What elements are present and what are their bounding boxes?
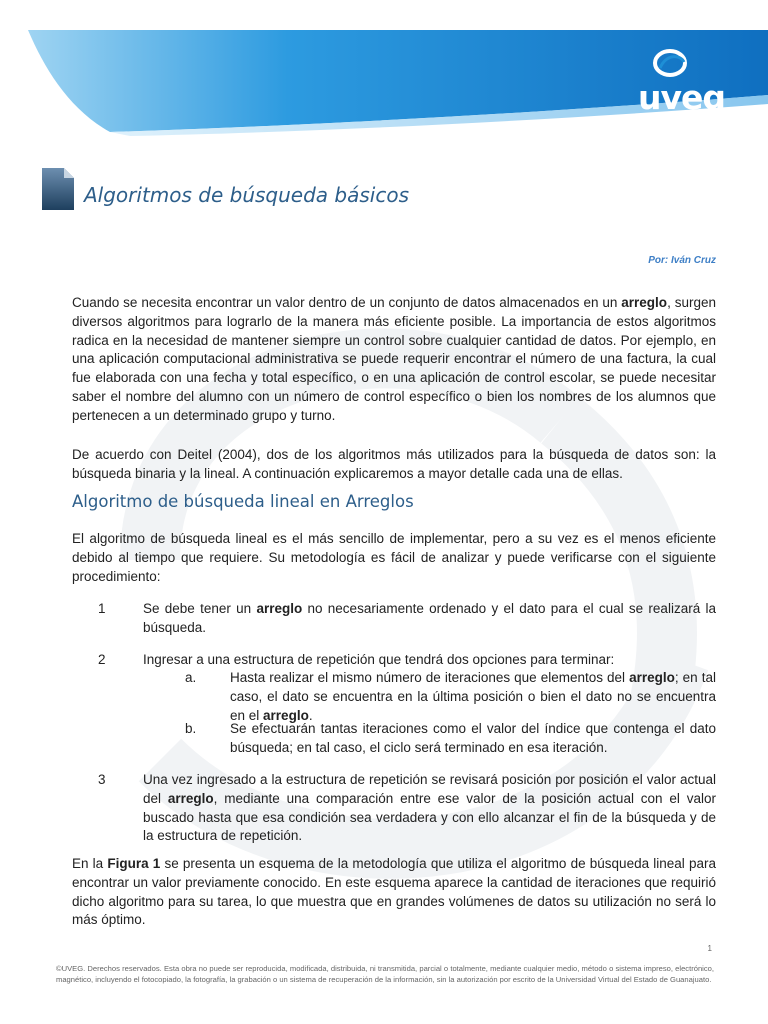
page-number: 1 [707,944,712,953]
closing-paragraph: En la Figura 1 se presenta un esquema de la metodología que utiliza el algoritmo de búsqueda lineal para encontrar un valor previamente conocido. En este esquema aparece la cantidad de iteraciones que requirió dicho algoritmo para su tarea, lo que muestra que en grandes volúmenes de datos su utilización no será lo más óptimo. [72,856,716,928]
logo-swirl-icon [650,46,690,80]
step-number: 1 [98,601,106,616]
substep-letter: a. [185,670,197,685]
step-number: 2 [98,652,106,667]
document-icon [42,168,74,210]
step-1-text: Se debe tener un arreglo no necesariamente ordenado y el dato para el cual se realizará la búsqueda. [143,601,716,635]
logo-subtitle: Universidad Virtual del Estado de Guanajuato [670,116,730,126]
step-2-text: Ingresar a una estructura de repetición que tendrá dos opciones para terminar: [143,652,615,667]
logo-wordmark: uveg [638,78,726,117]
step-number: 3 [98,772,106,787]
substep-a-text: Hasta realizar el mismo número de iteraciones que elementos del arreglo; en tal caso, el dato se encuentra en la última posición o bien el dato no se encuentra en el arreglo. [230,670,716,723]
section-intro-paragraph: El algoritmo de búsqueda lineal es el más sencillo de implementar, pero a su vez es el menos eficiente debido al tiempo que requiere. Su metodología es fácil de analizar y puede verificarse con el siguiente procedimiento: [72,531,716,584]
intro-paragraph-1: Cuando se necesita encontrar un valor dentro de un conjunto de datos almacenados en un arreglo, surgen diversos algoritmos para lograrlo de la manera más eficiente posible. La importancia de estos algoritmos radica en la necesidad de mantener siempre un control sobre cualquier cantidad de datos. Por ejemplo, en una aplicación computacional administrativa se puede requerir encontrar el número de una factura, la cual fue elaborada con una fecha y total específico, o en una aplicación de control escolar, se puede necesitar saber el nombre del alumno con un número de control específico o bien los nombres de los alumnos que pertenecen a un determinado grupo y turno. [72,295,716,423]
uveg-logo [628,46,728,128]
intro-paragraph-2: De acuerdo con Deitel (2004), dos de los algoritmos más utilizados para la búsqueda de datos son: la búsqueda binaria y la lineal. A continuación explicaremos a mayor detalle cada una de ellas. [72,447,716,481]
copyright-footer: ©UVEG. Derechos reservados. Esta obra no puede ser reproducida, modificada, distribuida, ni transmitida, parcial o totalmente, mediante cualquier medio, método o sistema impreso, electrónico, magnético, incluyendo el fotocopiado, la fotografía, la grabación o un sistema de recuperación de la información, sin la autorización por escrito de la Universidad Virtual del Estado de Guanajuato. [56,964,714,984]
page-title: Algoritmos de búsqueda básicos [84,183,409,207]
author-line: Por: Iván Cruz [648,255,716,266]
step-3-text: Una vez ingresado a la estructura de repetición se revisará posición por posición el valor actual del arreglo, mediante una comparación entre ese valor de la posición actual con el valor buscado hasta que esa condición sea verdadera y con ello alcanzar el fin de la búsqueda y de la estructura de repetición. [143,772,716,844]
substep-b-text: Se efectuarán tantas iteraciones como el valor del índice que contenga el dato búsqueda; en tal caso, el ciclo será terminado en esa iteración. [230,721,716,755]
substep-letter: b. [185,721,197,736]
section-heading: Algoritmo de búsqueda lineal en Arreglos [72,492,414,511]
